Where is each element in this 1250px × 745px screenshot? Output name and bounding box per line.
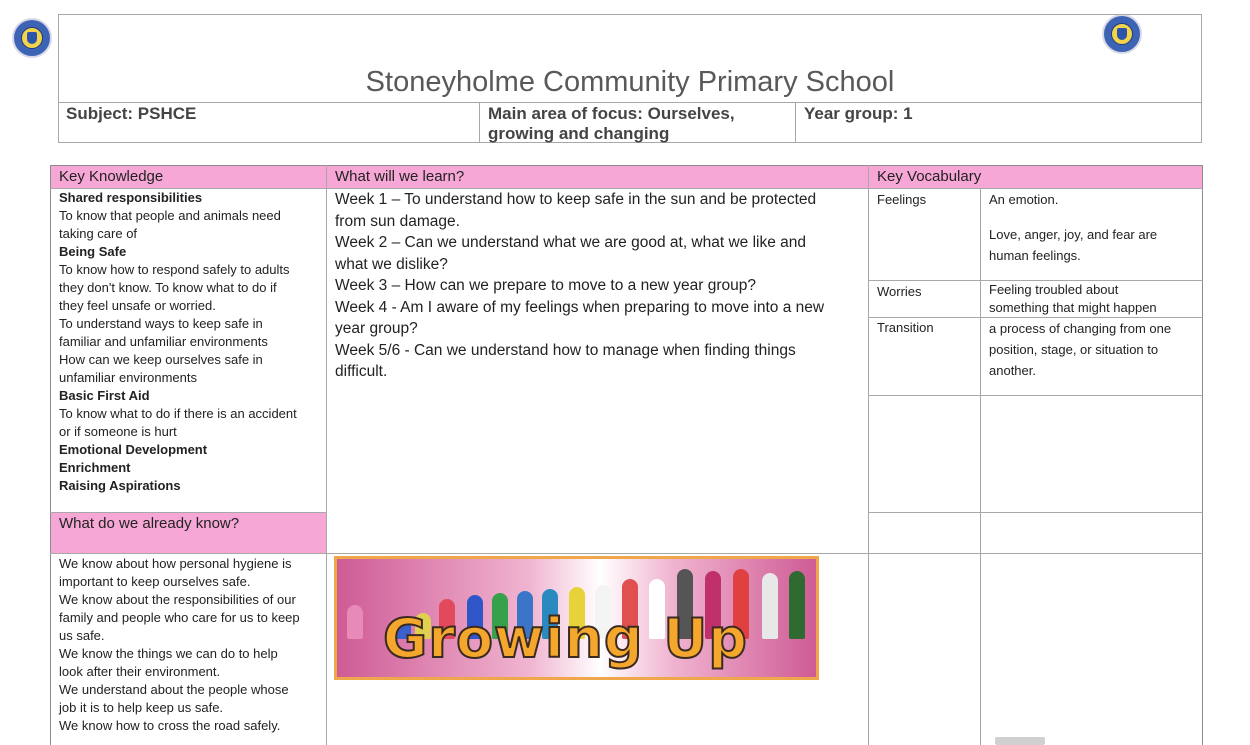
vocab-definition-line: another. — [989, 363, 1036, 378]
year-group-label: Year group: 1 — [804, 104, 913, 123]
pram-figure — [347, 605, 363, 639]
horizontal-scrollbar[interactable] — [995, 737, 1045, 745]
learn-line: what we dislike? — [335, 255, 448, 273]
already-know-line: look after their environment. — [59, 664, 221, 679]
already-know-line: We know the things we can do to help — [59, 646, 278, 661]
vocab-definition-line: something that might happen — [989, 300, 1157, 315]
learn-line: difficult. — [335, 363, 388, 380]
key-knowledge-line: they feel unsafe or worried. — [59, 298, 216, 313]
learn-list — [335, 189, 865, 383]
key-knowledge-subheading: Emotional Development — [59, 442, 208, 457]
divider-col-1 — [326, 165, 327, 745]
vocab-definition-line: An emotion. — [989, 192, 1059, 207]
key-knowledge-line: or if someone is hurt — [59, 424, 177, 439]
already-know-header — [51, 513, 326, 553]
vocab-row-divider-4 — [868, 512, 1203, 513]
learn-line: Week 4 - Am I aware of my feelings when preparing to move into a new — [335, 298, 825, 316]
vocab-term-feelings: Feelings — [877, 192, 927, 207]
learn-line: year group? — [335, 320, 418, 337]
learn-line: from sun damage. — [335, 212, 460, 230]
focus-line-1: Main area of focus: Ourselves, — [488, 104, 735, 123]
vocab-heading: Key Vocabulary — [877, 168, 982, 185]
school-title: Stoneyholme Community Primary School — [365, 66, 895, 98]
key-knowledge-line: taking care of — [59, 226, 138, 241]
banner-title: Growing Up — [383, 607, 748, 670]
key-knowledge-line: To know how to respond safely to adults — [59, 262, 290, 277]
already-know-line: important to keep ourselves safe. — [59, 574, 251, 589]
vocab-definition-line: position, stage, or situation to — [989, 342, 1159, 357]
key-knowledge-line: they don't know. To know what to do if — [59, 280, 277, 295]
learn-header — [327, 166, 868, 188]
key-knowledge-list — [59, 189, 324, 495]
already-know-heading: What do we already know? — [59, 515, 240, 532]
learn-heading: What will we learn? — [335, 168, 465, 185]
school-logo-left — [12, 18, 52, 58]
focus-cell — [479, 102, 795, 143]
subject-label: Subject: PSHCE — [66, 104, 197, 123]
already-know-list — [59, 555, 324, 735]
key-knowledge-line: familiar and unfamiliar environments — [59, 334, 268, 349]
vocab-term-transition: Transition — [877, 320, 934, 335]
growing-up-banner — [334, 556, 819, 680]
already-know-line: job it is to help keep us safe. — [59, 700, 224, 715]
key-knowledge-line: To understand ways to keep safe in — [59, 316, 263, 331]
key-knowledge-line: To know what to do if there is an accident — [59, 406, 297, 421]
divider-col-3 — [980, 188, 981, 745]
already-know-line: We know how to cross the road safely. — [59, 718, 281, 733]
key-knowledge-subheading: Being Safe — [59, 244, 127, 259]
vocab-definition-line: a process of changing from one — [989, 321, 1172, 336]
vocab-definition-line: Love, anger, joy, and fear are — [989, 227, 1158, 242]
vocab-term-worries: Worries — [877, 284, 922, 299]
key-knowledge-subheading: Basic First Aid — [59, 388, 150, 403]
key-knowledge-header — [51, 166, 326, 188]
vocab-definition-worries — [989, 281, 1199, 317]
key-knowledge-line: To know that people and animals need — [59, 208, 281, 223]
middle-row-divider — [50, 553, 1203, 554]
vocab-definition-feelings — [989, 189, 1199, 266]
already-know-line: We understand about the people whose — [59, 682, 289, 697]
vocab-row-divider-3 — [868, 395, 1203, 396]
subject-cell — [58, 102, 479, 143]
divider-col-2 — [868, 165, 869, 745]
already-know-line: We know about the responsibilities of our — [59, 592, 296, 607]
focus-line-2: growing and changing — [488, 124, 670, 143]
already-know-line: family and people who care for us to keep — [59, 610, 300, 625]
vocab-definition-line — [989, 210, 1199, 224]
learn-line: Week 2 – Can we understand what we are good at, what we like and — [335, 234, 807, 251]
vocab-definition-transition — [989, 318, 1199, 381]
key-knowledge-line: How can we keep ourselves safe in — [59, 352, 263, 367]
key-knowledge-heading: Key Knowledge — [59, 168, 164, 185]
vocab-definition-line: human feelings. — [989, 248, 1081, 263]
learn-line: Week 3 – How can we prepare to move to a new year group? — [335, 277, 757, 294]
key-knowledge-subheading: Shared responsibilities — [59, 190, 203, 205]
year-group-cell — [795, 102, 1202, 143]
already-know-line: We know about how personal hygiene is — [59, 556, 292, 571]
learn-line: Week 5/6 - Can we understand how to manage when finding things — [335, 341, 796, 359]
key-knowledge-subheading: Raising Aspirations — [59, 478, 181, 493]
key-knowledge-line: unfamiliar environments — [59, 370, 198, 385]
already-know-line: us safe. — [59, 628, 105, 643]
key-knowledge-subheading: Enrichment — [59, 460, 131, 475]
learn-line: Week 1 – To understand how to keep safe in the sun and be protected — [335, 191, 817, 208]
vocab-header — [869, 166, 1202, 188]
vocab-definition-line: Feeling troubled about — [989, 282, 1119, 297]
